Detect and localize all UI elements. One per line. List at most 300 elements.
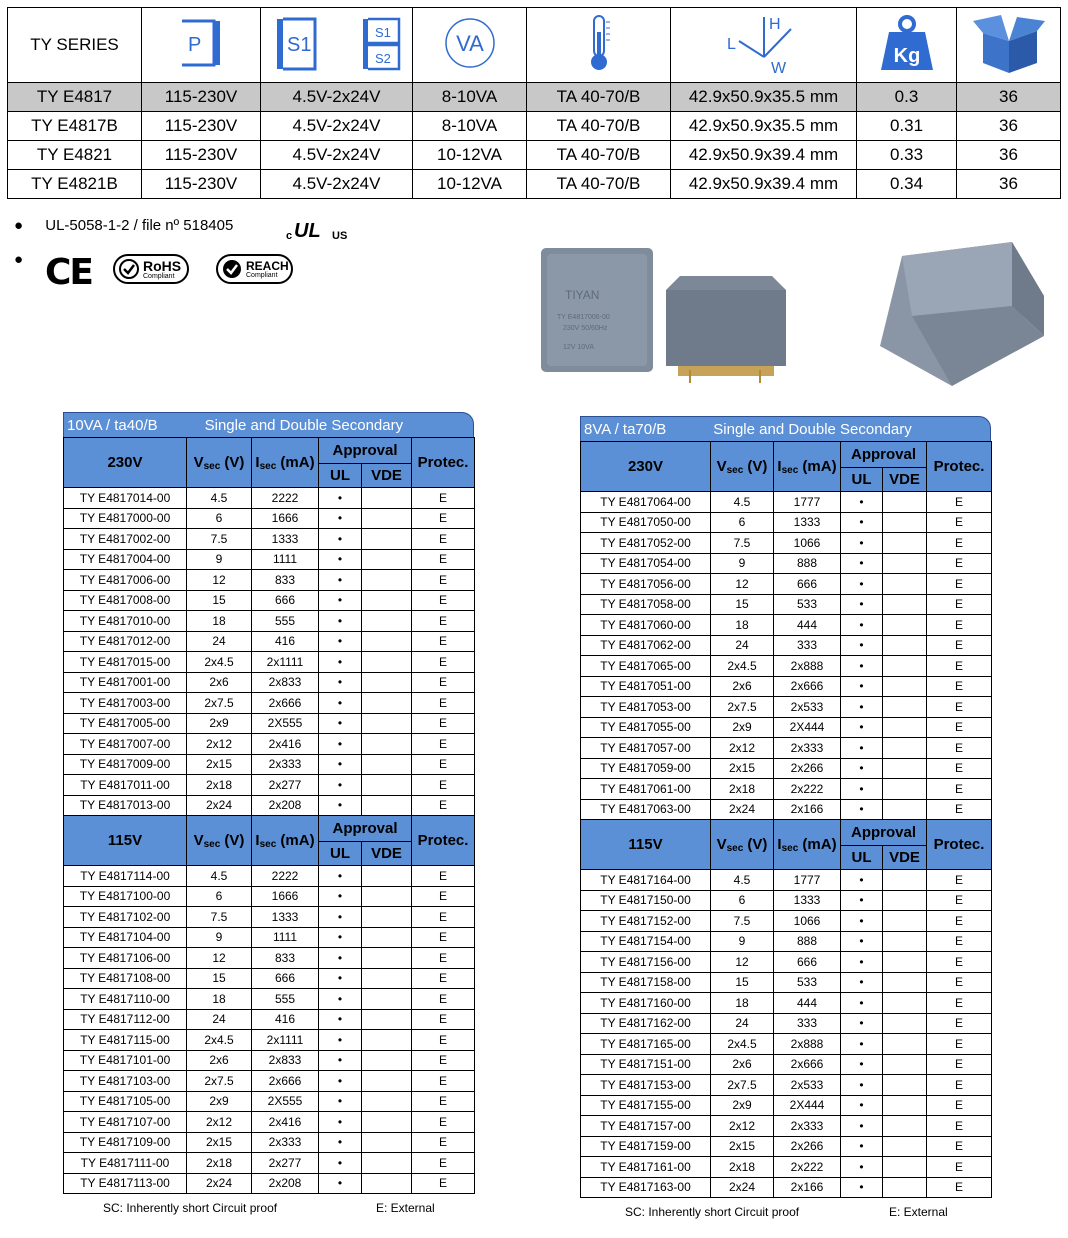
protec-header: Protec. (927, 820, 992, 870)
part-number: TY E4817163-00 (581, 1177, 711, 1198)
ul-mark: • (841, 738, 883, 759)
vde-mark (362, 549, 412, 570)
vsec-value: 2x7.5 (187, 693, 252, 714)
ul-mark: • (841, 533, 883, 554)
vsec-symbol: V (193, 453, 204, 471)
part-number: TY E4817160-00 (581, 993, 711, 1014)
protec-value: E (412, 1112, 475, 1133)
part-number: TY E4817014-00 (64, 488, 187, 509)
table-header-row (581, 442, 992, 468)
ul-mark: • (319, 1030, 362, 1051)
vde-mark (883, 656, 927, 677)
table-row (64, 1030, 475, 1051)
bullet-icon: ● (14, 217, 24, 234)
ul-mark: • (319, 570, 362, 591)
vsec-value: 24 (711, 1013, 774, 1034)
part-number: TY E4817062-00 (581, 635, 711, 656)
part-number: TY E4817115-00 (64, 1030, 187, 1051)
isec-value: 2x277 (252, 775, 319, 796)
protec-value: E (412, 927, 475, 948)
ul-mark: • (319, 989, 362, 1010)
series-cell: 4.5V-2x24V (261, 170, 413, 199)
protec-value: E (412, 652, 475, 673)
isec-value: 2x833 (252, 1050, 319, 1071)
isec-header (774, 820, 841, 870)
table-row (581, 656, 992, 677)
vde-mark (362, 529, 412, 550)
vde-mark (362, 1112, 412, 1133)
left-table-subtitle: Single and Double Secondary (204, 416, 404, 434)
left-table-title: 10VA / ta40/B (67, 416, 158, 434)
box-icon (957, 8, 1061, 83)
protec-value: E (927, 574, 992, 595)
isec-value: 2X444 (774, 717, 841, 738)
vde-mark (883, 512, 927, 533)
protec-value: E (927, 1095, 992, 1116)
ul-mark: • (319, 1173, 362, 1194)
vsec-value: 2x18 (187, 775, 252, 796)
ul-mark: • (319, 754, 362, 775)
isec-value: 2x333 (252, 1132, 319, 1153)
vde-mark (362, 508, 412, 529)
isec-header (252, 816, 319, 866)
part-number: TY E4817050-00 (581, 512, 711, 533)
table-row (64, 590, 475, 611)
protec-value: E (927, 1013, 992, 1034)
series-label: TY SERIES (8, 8, 142, 83)
protec-value: E (927, 492, 992, 513)
svg-text:230V 50/60Hz: 230V 50/60Hz (563, 325, 608, 332)
protec-value: E (412, 693, 475, 714)
vsec-value: 2x24 (711, 799, 774, 820)
isec-subscript: sec (781, 842, 799, 854)
part-number: TY E4817013-00 (64, 795, 187, 816)
series-cell: 8-10VA (413, 83, 527, 112)
vsec-value: 2x6 (711, 676, 774, 697)
series-row (8, 170, 1061, 199)
vde-mark (362, 1173, 412, 1194)
ul-mark: • (319, 866, 362, 887)
series-cell: 36 (957, 170, 1061, 199)
part-number: TY E4817161-00 (581, 1157, 711, 1178)
protec-value: E (412, 713, 475, 734)
reach-logo (216, 254, 293, 284)
part-number: TY E4817162-00 (581, 1013, 711, 1034)
vde-mark (883, 594, 927, 615)
vsec-value: 6 (187, 508, 252, 529)
protec-header: Protec. (412, 816, 475, 866)
protec-value: E (927, 656, 992, 677)
protec-value: E (927, 738, 992, 759)
ul-mark: • (319, 693, 362, 714)
series-cell: TA 40-70/B (527, 112, 671, 141)
table-row (64, 734, 475, 755)
vde-mark (362, 488, 412, 509)
protec-value: E (927, 1157, 992, 1178)
ul-mark: • (319, 1009, 362, 1030)
protec-value: E (412, 1173, 475, 1194)
part-number: TY E4817061-00 (581, 779, 711, 800)
vde-mark (883, 1177, 927, 1198)
isec-value: 888 (774, 931, 841, 952)
vsec-symbol: V (193, 831, 204, 849)
isec-value: 833 (252, 570, 319, 591)
isec-value: 1333 (774, 890, 841, 911)
isec-unit: (mA) (276, 453, 315, 471)
part-number: TY E4817003-00 (64, 693, 187, 714)
vsec-subscript: sec (726, 464, 744, 476)
part-number: TY E4817101-00 (64, 1050, 187, 1071)
isec-value: 1111 (252, 927, 319, 948)
table-header-row (64, 816, 475, 842)
vsec-value: 2x7.5 (187, 1071, 252, 1092)
protec-value: E (927, 1136, 992, 1157)
vde-mark (883, 697, 927, 718)
vde-mark (362, 948, 412, 969)
ul-mark: • (319, 927, 362, 948)
vde-mark (883, 574, 927, 595)
vsec-value: 24 (711, 635, 774, 656)
vsec-value: 2x24 (187, 1173, 252, 1194)
part-number: TY E4817102-00 (64, 907, 187, 928)
isec-subscript: sec (781, 464, 799, 476)
isec-value: 2x277 (252, 1153, 319, 1174)
protec-value: E (927, 972, 992, 993)
vsec-symbol: V (716, 457, 727, 475)
ce-logo: CE (45, 252, 93, 293)
table-row (581, 1095, 992, 1116)
part-number: TY E4817113-00 (64, 1173, 187, 1194)
thermometer-icon (527, 8, 671, 83)
vde-mark (883, 870, 927, 891)
protec-value: E (927, 779, 992, 800)
isec-value: 2X555 (252, 713, 319, 734)
ul-mark: • (319, 529, 362, 550)
table-row (581, 615, 992, 636)
vde-mark (362, 1009, 412, 1030)
vde-mark (362, 886, 412, 907)
vsec-value: 2x7.5 (711, 697, 774, 718)
vde-mark (362, 611, 412, 632)
part-number: TY E4817164-00 (581, 870, 711, 891)
table-row (64, 1009, 475, 1030)
primary-icon (142, 8, 261, 83)
isec-value: 2x888 (774, 1034, 841, 1055)
vsec-value: 9 (187, 549, 252, 570)
protec-value: E (412, 1091, 475, 1112)
isec-symbol: I (777, 457, 782, 475)
part-number: TY E4817058-00 (581, 594, 711, 615)
part-number: TY E4817063-00 (581, 799, 711, 820)
table-row (581, 738, 992, 759)
protec-value: E (412, 1050, 475, 1071)
part-number: TY E4817103-00 (64, 1071, 187, 1092)
ul-header: UL (319, 841, 362, 866)
ul-mark: • (319, 1112, 362, 1133)
part-number: TY E4817051-00 (581, 676, 711, 697)
isec-value: 2x416 (252, 734, 319, 755)
vde-header: VDE (883, 467, 927, 492)
protec-value: E (412, 886, 475, 907)
isec-subscript: sec (259, 838, 277, 850)
table-row (64, 866, 475, 887)
ul-mark: • (319, 590, 362, 611)
dimensions-icon (671, 8, 857, 83)
left-table (63, 412, 474, 1215)
vsec-subscript: sec (203, 838, 221, 850)
vde-mark (883, 492, 927, 513)
isec-value: 555 (252, 611, 319, 632)
series-row (8, 83, 1061, 112)
right-footnote-sc: SC: Inherently short Circuit proof (625, 1205, 800, 1219)
vde-mark (883, 1116, 927, 1137)
protec-header: Protec. (927, 442, 992, 492)
ul-mark: • (841, 512, 883, 533)
ul-mark: • (841, 492, 883, 513)
part-number: TY E4817055-00 (581, 717, 711, 738)
vsec-value: 15 (187, 590, 252, 611)
ul-header: UL (841, 845, 883, 870)
vde-mark (362, 989, 412, 1010)
series-cell: 36 (957, 83, 1061, 112)
right-footnote-e: E: External (889, 1205, 948, 1219)
series-cell: TY E4817B (8, 112, 142, 141)
part-number: TY E4817059-00 (581, 758, 711, 779)
table-row (64, 1112, 475, 1133)
vde-mark (883, 1054, 927, 1075)
vsec-value: 2x6 (711, 1054, 774, 1075)
table-row (64, 549, 475, 570)
protec-value: E (927, 952, 992, 973)
svg-text:L: L (726, 35, 736, 53)
table-row (64, 886, 475, 907)
vde-mark (362, 590, 412, 611)
table-row (64, 1132, 475, 1153)
vde-mark (883, 676, 927, 697)
isec-value: 2X555 (252, 1091, 319, 1112)
vsec-value: 2x9 (187, 1091, 252, 1112)
isec-value: 555 (252, 989, 319, 1010)
svg-text:P: P (188, 33, 202, 56)
rohs-sub: Compliant (143, 272, 175, 280)
left-footnote-e: E: External (376, 1201, 435, 1215)
part-number: TY E4817000-00 (64, 508, 187, 529)
protec-value: E (927, 890, 992, 911)
isec-value: 833 (252, 948, 319, 969)
reach-sub: Compliant (246, 271, 278, 279)
svg-text:TY E4817006-00: TY E4817006-00 (557, 314, 610, 321)
part-number: TY E4817111-00 (64, 1153, 187, 1174)
vde-mark (362, 907, 412, 928)
vsec-value: 7.5 (711, 533, 774, 554)
table-row (64, 927, 475, 948)
rohs-logo (113, 254, 189, 284)
vsec-value: 2x9 (711, 717, 774, 738)
table-row (581, 594, 992, 615)
table-row (581, 533, 992, 554)
vsec-value: 2x18 (187, 1153, 252, 1174)
vde-mark (883, 533, 927, 554)
isec-value: 2x833 (252, 672, 319, 693)
table-row (64, 693, 475, 714)
isec-value: 2x533 (774, 1075, 841, 1096)
table-row (581, 1034, 992, 1055)
bullet-icon: ● (14, 251, 24, 268)
product-photo-angle (872, 236, 1048, 394)
table-row (64, 754, 475, 775)
ul-mark: • (319, 631, 362, 652)
table-row (581, 697, 992, 718)
protec-value: E (927, 799, 992, 820)
vde-mark (883, 1095, 927, 1116)
protec-value: E (412, 795, 475, 816)
ul-mark: • (319, 652, 362, 673)
table-row (64, 989, 475, 1010)
ul-mark: • (319, 886, 362, 907)
table-row (581, 972, 992, 993)
part-number: TY E4817015-00 (64, 652, 187, 673)
ul-mark: • (841, 1177, 883, 1198)
isec-value: 2x166 (774, 1177, 841, 1198)
part-number: TY E4817008-00 (64, 590, 187, 611)
vde-mark (362, 1091, 412, 1112)
vde-mark (362, 570, 412, 591)
table-row (64, 529, 475, 550)
approval-header: Approval (319, 816, 412, 842)
part-number: TY E4817005-00 (64, 713, 187, 734)
series-cell: 42.9x50.9x39.4 mm (671, 141, 857, 170)
table-header-row (64, 438, 475, 464)
isec-unit: (mA) (798, 835, 837, 853)
vde-mark (883, 1013, 927, 1034)
part-number: TY E4817011-00 (64, 775, 187, 796)
table-row (64, 611, 475, 632)
ul-mark: • (319, 775, 362, 796)
series-cell: 115-230V (142, 112, 261, 141)
part-number: TY E4817007-00 (64, 734, 187, 755)
isec-value: 666 (252, 590, 319, 611)
svg-text:VA: VA (455, 30, 484, 56)
vde-mark (883, 993, 927, 1014)
isec-value: 2x666 (252, 1071, 319, 1092)
isec-symbol: I (255, 831, 260, 849)
protec-value: E (927, 697, 992, 718)
table-row (64, 652, 475, 673)
table-row (581, 758, 992, 779)
table-row (581, 1116, 992, 1137)
vde-mark (362, 652, 412, 673)
ul-mark: • (841, 1075, 883, 1096)
isec-value: 2x666 (774, 1054, 841, 1075)
vsec-value: 12 (711, 952, 774, 973)
table-header-row (581, 820, 992, 846)
part-number: TY E4817065-00 (581, 656, 711, 677)
vde-mark (883, 615, 927, 636)
series-cell: 8-10VA (413, 112, 527, 141)
series-cell: 0.3 (857, 83, 957, 112)
part-number: TY E4817053-00 (581, 697, 711, 718)
ul-mark: • (841, 1116, 883, 1137)
table-row (64, 1173, 475, 1194)
part-number: TY E4817156-00 (581, 952, 711, 973)
protec-value: E (927, 676, 992, 697)
protec-value: E (927, 512, 992, 533)
vde-mark (362, 1153, 412, 1174)
vsec-value: 7.5 (187, 529, 252, 550)
vde-mark (883, 553, 927, 574)
isec-value: 2222 (252, 488, 319, 509)
isec-value: 666 (774, 952, 841, 973)
series-cell: 4.5V-2x24V (261, 83, 413, 112)
vsec-value: 18 (711, 993, 774, 1014)
isec-value: 2x416 (252, 1112, 319, 1133)
isec-value: 1666 (252, 886, 319, 907)
right-data-table (580, 441, 992, 1198)
table-row (64, 968, 475, 989)
series-cell: 4.5V-2x24V (261, 112, 413, 141)
table-row (64, 907, 475, 928)
ul-mark: • (841, 717, 883, 738)
svg-text:H: H (768, 15, 781, 33)
protec-value: E (927, 553, 992, 574)
vde-mark (362, 631, 412, 652)
table-row (64, 775, 475, 796)
voltage-section-header: 230V (581, 442, 711, 492)
vsec-value: 15 (187, 968, 252, 989)
svg-text:S2: S2 (374, 50, 391, 66)
ul-mark: • (319, 508, 362, 529)
product-photo-side (660, 270, 790, 385)
table-row (581, 1177, 992, 1198)
vsec-value: 24 (187, 1009, 252, 1030)
isec-value: 1333 (252, 907, 319, 928)
table-row (64, 1091, 475, 1112)
vsec-value: 2x18 (711, 1157, 774, 1178)
series-cell: TY E4821B (8, 170, 142, 199)
part-number: TY E4817100-00 (64, 886, 187, 907)
vde-mark (883, 911, 927, 932)
vsec-value: 2x4.5 (711, 656, 774, 677)
ul-mark: • (319, 713, 362, 734)
isec-value: 2x266 (774, 1136, 841, 1157)
series-cell: TA 40-70/B (527, 170, 671, 199)
vsec-value: 2x15 (187, 754, 252, 775)
protec-value: E (412, 734, 475, 755)
table-row (581, 512, 992, 533)
protec-value: E (412, 754, 475, 775)
table-row (64, 631, 475, 652)
vsec-value: 9 (187, 927, 252, 948)
vsec-value: 12 (187, 948, 252, 969)
table-row (64, 1153, 475, 1174)
ul-mark: • (841, 870, 883, 891)
vsec-value: 2x18 (711, 779, 774, 800)
series-cell: 36 (957, 141, 1061, 170)
vde-mark (883, 635, 927, 656)
vsec-value: 2x6 (187, 1050, 252, 1071)
secondary-icon (261, 8, 413, 83)
vde-mark (362, 672, 412, 693)
vde-mark (362, 866, 412, 887)
ul-header: UL (319, 463, 362, 488)
vsec-value: 9 (711, 931, 774, 952)
vsec-value: 15 (711, 594, 774, 615)
table-row (64, 795, 475, 816)
part-number: TY E4817012-00 (64, 631, 187, 652)
vsec-value: 2x15 (711, 1136, 774, 1157)
isec-value: 2x266 (774, 758, 841, 779)
isec-value: 2x333 (252, 754, 319, 775)
